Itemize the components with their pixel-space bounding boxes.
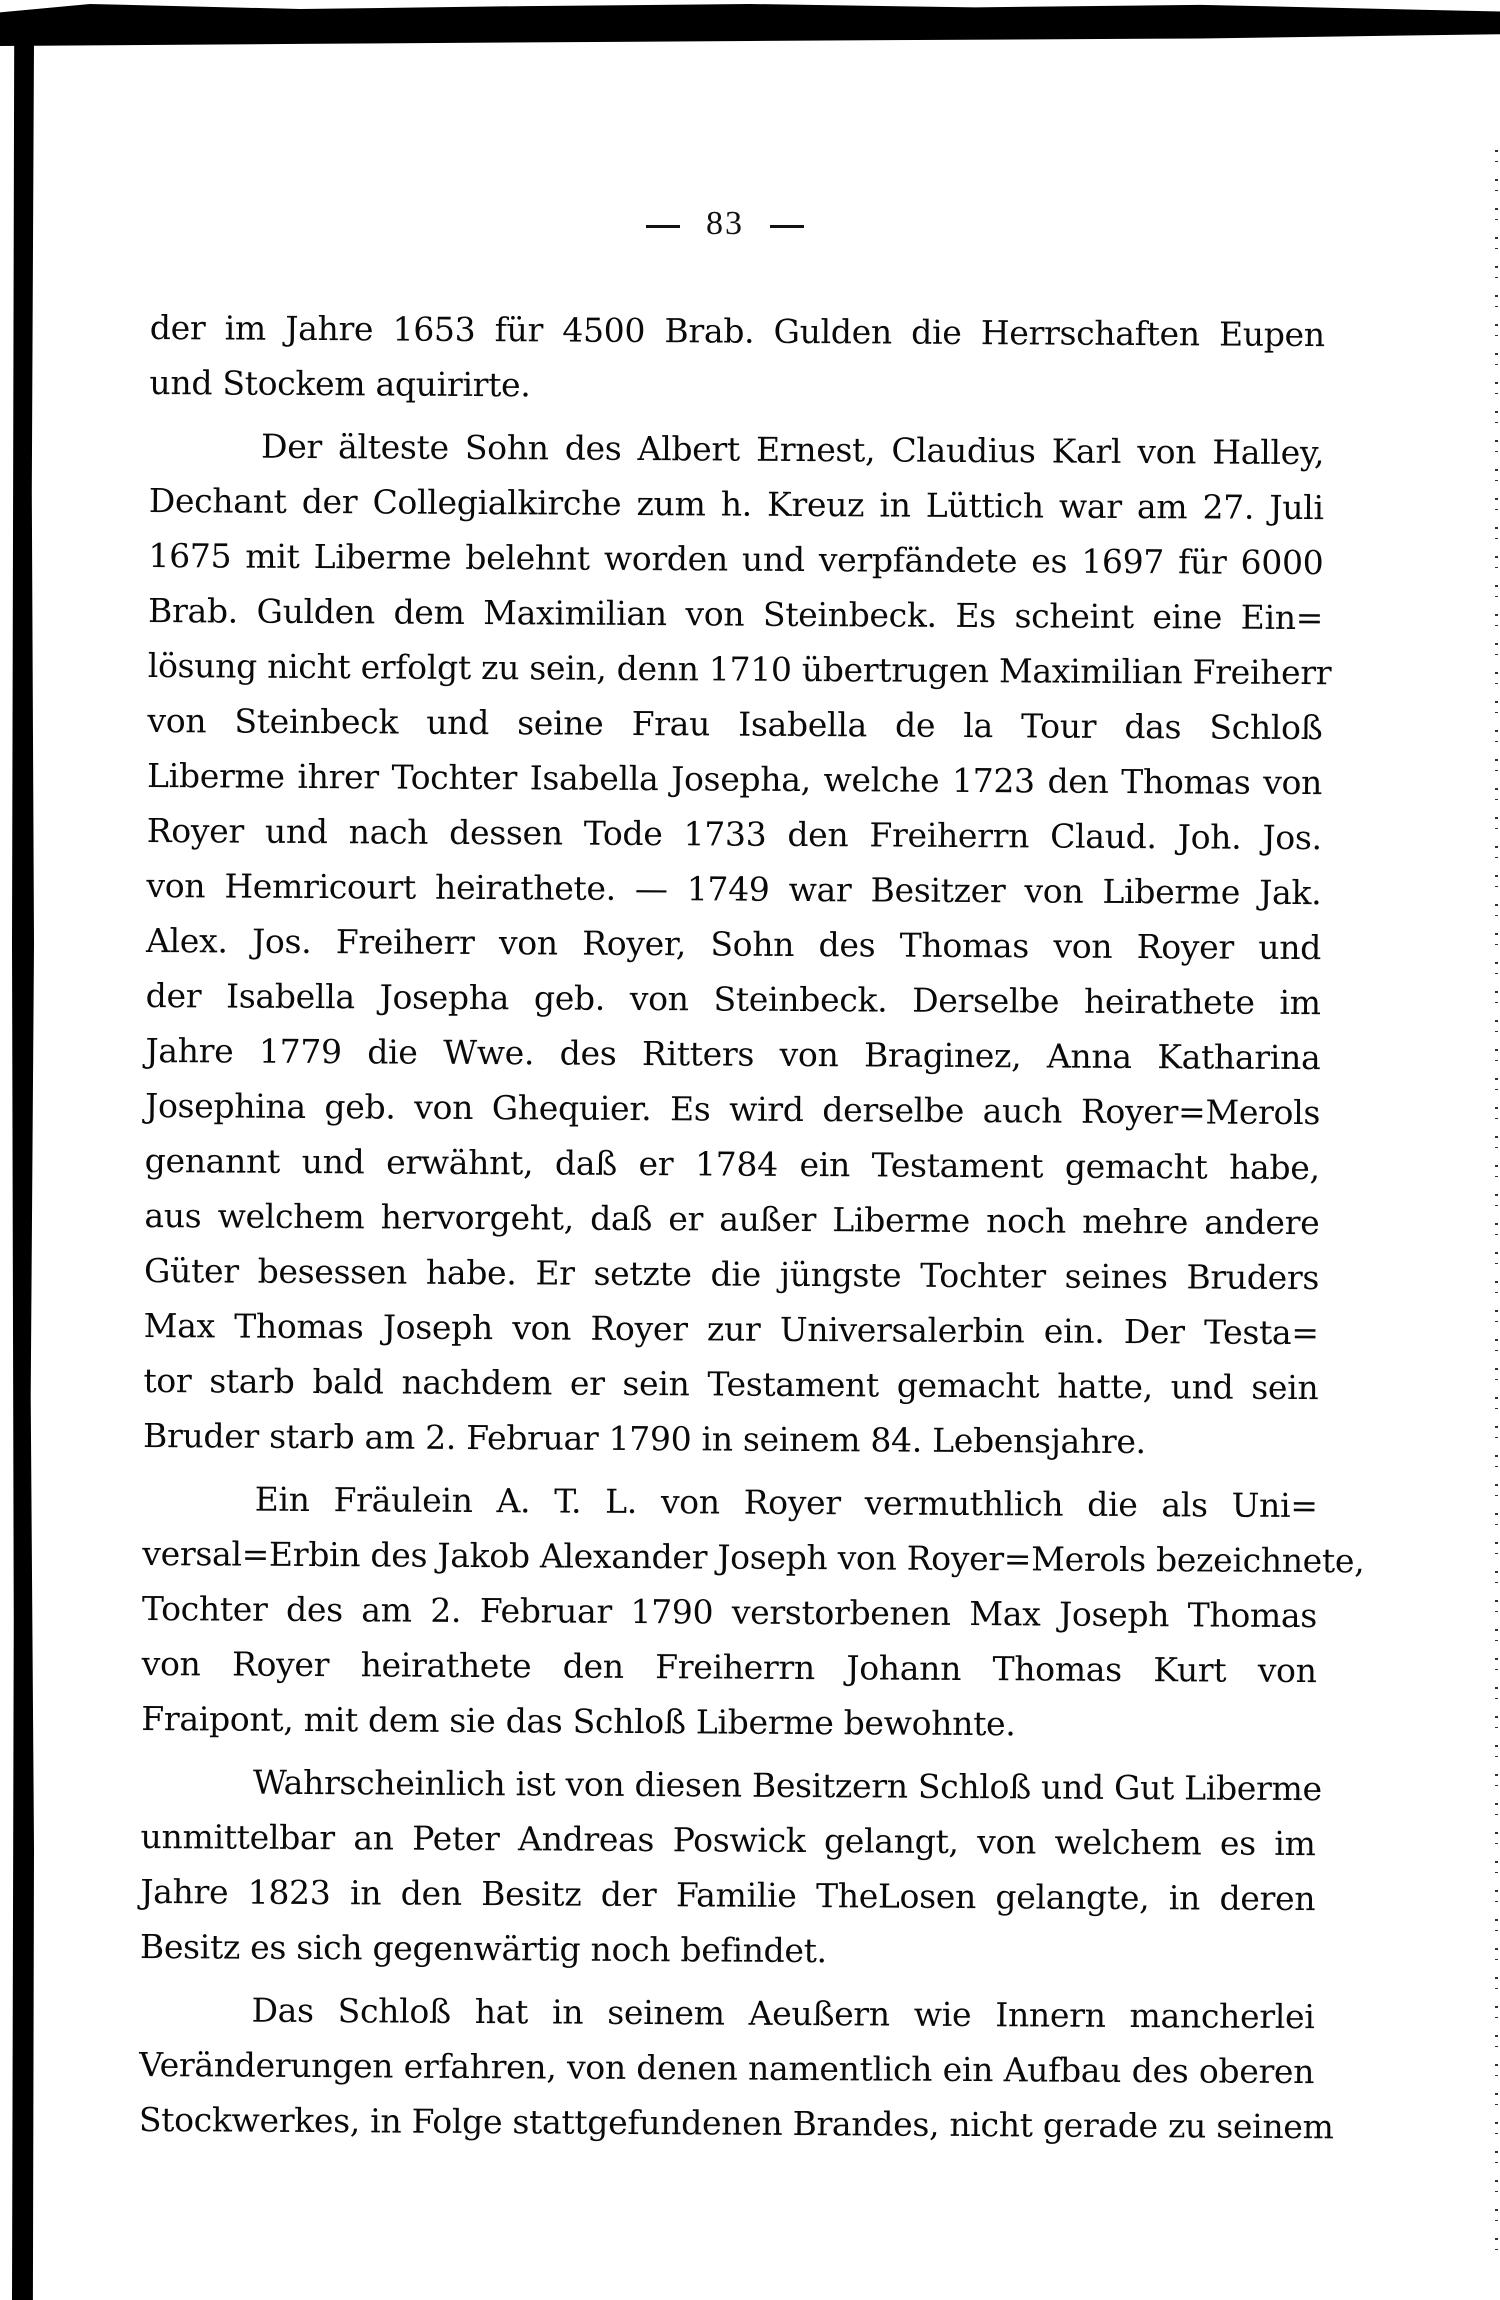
text-line: lösung nicht erfolgt zu sein, denn 1710 übertrugen Maximilian Freiherr <box>147 645 1332 693</box>
text-line: 1675 mit Liberme belehnt worden und verpfändete es 1697 für 6000 <box>148 535 1324 583</box>
text-line: Der älteste Sohn des Albert Ernest, Claudius Karl von Halley, <box>260 426 1325 473</box>
scan-left-binding-shadow <box>12 40 34 2300</box>
text-line: Max Thomas Joseph von Royer zur Universalerbin ein. Der Testa= <box>143 1305 1319 1353</box>
text-line: Fraipont, mit dem sie das Schloß Liberme bewohnte. <box>141 1698 1016 1744</box>
text-line: Jahre 1823 in den Besitz der Familie TheLosen gelangte, in deren <box>140 1871 1316 1919</box>
text-line: Das Schloß hat in seinem Aeußern wie Innern mancherlei <box>251 1990 1315 2037</box>
text-line: Brab. Gulden dem Maximilian von Steinbeck. Es scheint eine Ein= <box>147 590 1324 638</box>
text-line: von Hemricourt heirathete. — 1749 war Besitzer von Liberme Jak. <box>146 865 1322 913</box>
paragraph <box>138 1982 1334 2154</box>
text-line: Josephina geb. von Ghequier. Es wird derselbe auch Royer=Merols <box>144 1085 1321 1133</box>
text-line: Ein Fräulein A. T. L. von Royer vermuthlich die als Uni= <box>254 1479 1318 1526</box>
body-text <box>138 300 1365 2154</box>
text-line: Bruder starb am 2. Februar 1790 in seinem 84. Lebensjahre. <box>142 1415 1146 1462</box>
text-line: Wahrscheinlich ist von diesen Besitzern Schloß und Gut Liberme <box>252 1762 1322 1809</box>
text-line: Tochter des am 2. Februar 1790 verstorbenen Max Joseph Thomas <box>141 1588 1318 1636</box>
text-line: Alex. Jos. Freiherr von Royer, Sohn des Thomas von Royer und <box>145 920 1322 968</box>
paragraph <box>139 1754 1322 1981</box>
text-line: versal=Erbin des Jakob Alexander Joseph von Royer=Merols bezeichnete, <box>142 1533 1365 1581</box>
scan-right-edge-speckle <box>1495 150 1498 2250</box>
paragraph <box>141 1471 1365 1753</box>
text-line: Royer und nach dessen Tode 1733 den Freiherrn Claud. Joh. Jos. <box>146 810 1322 858</box>
text-line: Stockwerkes, in Folge stattgefundenen Brandes, nicht gerade zu seinem <box>138 2099 1334 2147</box>
paragraph <box>142 418 1332 1470</box>
text-line: Jahre 1779 die Wwe. des Ritters von Braginez, Anna Katharina <box>145 1030 1321 1078</box>
text-line: Güter besessen habe. Er setzte die jüngste Tochter seines Bruders <box>143 1250 1320 1298</box>
page-number: 83 <box>706 205 744 242</box>
text-line: von Royer heirathete den Freiherrn Johann Thomas Kurt von <box>141 1643 1317 1691</box>
text-line: der Isabella Josepha geb. von Steinbeck. Derselbe heirathete im <box>145 975 1321 1023</box>
text-line: genannt und erwähnt, daß er 1784 ein Testament gemacht habe, <box>144 1140 1320 1188</box>
dash-left <box>646 225 680 228</box>
paragraph <box>149 300 1325 417</box>
text-line: tor starb bald nachdem er sein Testament gemacht hatte, und sein <box>143 1360 1319 1408</box>
text-line: von Steinbeck und seine Frau Isabella de la Tour das Schloß <box>147 700 1323 748</box>
text-line: Veränderungen erfahren, von denen namentlich ein Aufbau des oberen <box>139 2044 1315 2092</box>
text-line: Liberme ihrer Tochter Isabella Josepha, welche 1723 den Thomas von <box>146 755 1323 803</box>
text-line: aus welchem hervorgeht, daß er außer Liberme noch mehre andere <box>144 1195 1320 1243</box>
text-line: Besitz es sich gegenwärtig noch befindet. <box>139 1926 827 1971</box>
text-line: unmittelbar an Peter Andreas Poswick gelangt, von welchem es im <box>140 1816 1316 1864</box>
text-line: und Stockem aquirirte. <box>149 362 531 405</box>
dash-right <box>770 225 804 228</box>
page-number-header <box>0 205 1450 243</box>
scan-top-edge-shadow <box>0 4 1500 46</box>
text-line: Dechant der Collegialkirche zum h. Kreuz in Lüttich war am 27. Juli <box>148 480 1324 528</box>
text-line: der im Jahre 1653 für 4500 Brab. Gulden die Herrschaften Eupen <box>149 307 1325 355</box>
